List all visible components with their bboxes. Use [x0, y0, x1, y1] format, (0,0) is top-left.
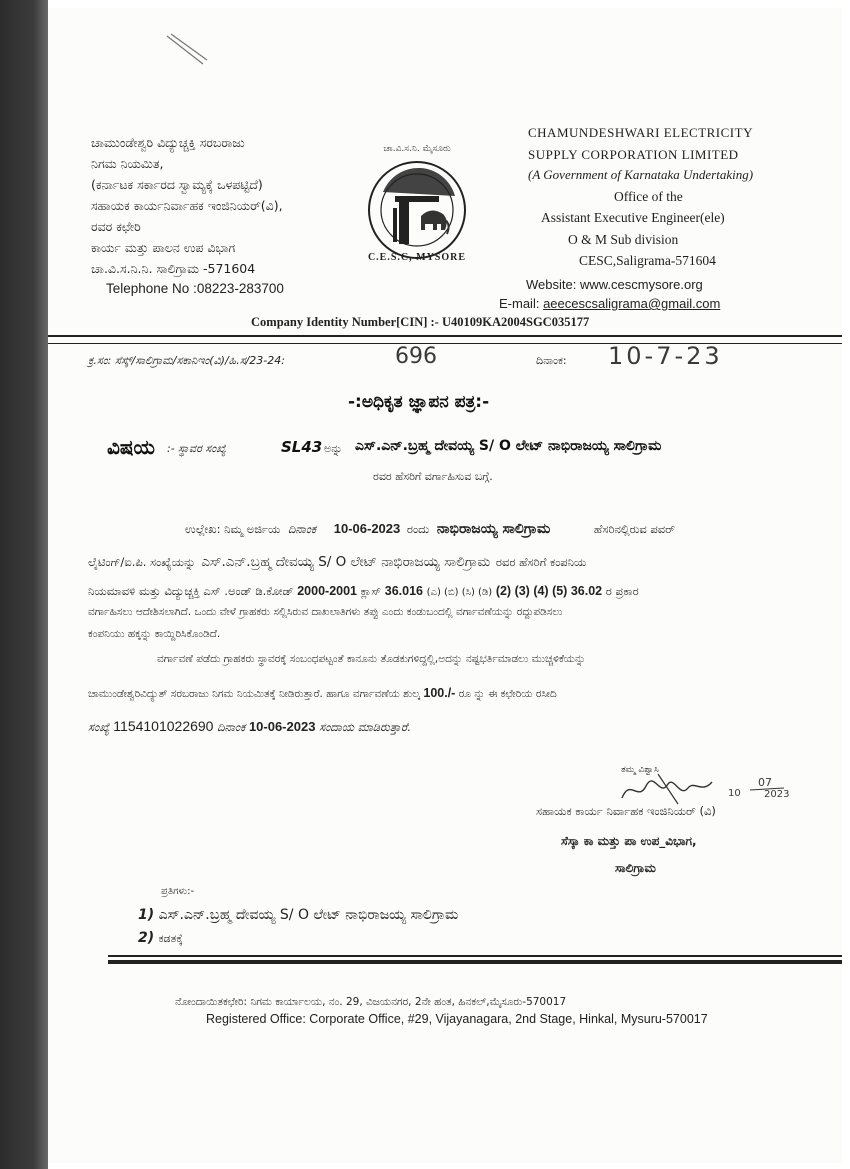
email-label: E-mail: [499, 296, 544, 311]
date-handwritten: 10-7-23 [608, 342, 723, 370]
p2-line1: ವರ್ಗಾವಣೆ ಪಡೆದು ಗ್ರಾಹಕರು ಸ್ಥಾವರಕ್ಕೆ ಸಂಬಂಧಪಟ್ಟಂತೆ ಕಾನೂನು ತೊಡಕುಗಳಿದ್ದಲ್ಲಿ,ಅದನ್ನು ನಷ್ಟಭರ್ತಿಮಾಡಲು ಮುಚ್ಚಳಿಕೆಯನ್ನು [157, 653, 586, 665]
office-title-en: Assistant Executive Engineer(ele) [541, 210, 725, 225]
header-rule-top [48, 335, 842, 337]
signature-date-month: 07 [758, 776, 772, 789]
signatory-office: ಸೆಸ್ಕಾ ಕಾ ಮತ್ತು ಪಾ ಉಪ_ವಿಭಾಗ, [561, 834, 697, 848]
p1-l3-tail: ರ ಪ್ರಕಾರ [605, 584, 639, 598]
org-type-en: SUPPLY CORPORATION LIMITED [528, 147, 739, 162]
ref-line [185, 521, 675, 537]
date-label: ದಿನಾಂಕ: [536, 354, 567, 367]
copy-num-1: 1) [138, 907, 155, 923]
yours-faithfully: ತಮ್ಮ ವಿಶ್ವಾಸಿ [621, 765, 659, 775]
website: Website: www.cescmysore.org [526, 277, 703, 292]
p1-line4: ವರ್ಗಾಹಿಸಲು ಆದೇಶಿಸಲಾಗಿದೆ. ಒಂದು ವೇಳೆ ಗ್ರಾಹಕರು ಸಲ್ಲಿಸಿರುವ ದಾಖಲಾತಿಗಳು ತಪ್ಪು ಎಂದು ಕಂಡುಬಂದಲ್ಲಿ ವರ್ಗಾವಣೆಯನ್ನು ರದ್ದುಪಡಿಸಲು [88, 606, 563, 618]
email-link[interactable]: aeecescsaligrama@gmail.com [543, 296, 721, 311]
copy-text-2: ಕಡತಕ್ಕೆ [158, 932, 183, 945]
cin-number: Company Identity Number[CIN] :- U40109KA2004SGC035177 [251, 315, 590, 329]
p2-line2 [88, 686, 557, 701]
p1-l2-name: ಎಸ್.ಎನ್.ಬ್ರಹ್ಮ ದೇವಯ್ಯ S/ O ಲೇಟ್ ನಾಭಿರಾಜಯ್ಯ ಸಾಲಿಗ್ರಾಮ [201, 554, 491, 570]
org-type-kn: ನಿಗಮ ನಿಯಮಿತ, [91, 156, 164, 171]
footer-rule-top [108, 955, 842, 957]
reference-number: ಕ್ರ.ಸಂ: ಸೆಸ್ಕ್/ಸಾಲಿಗ್ರಾಮ/ಸಕಾನಿಇಂ(ವಿ)/ಹಿ.ಸ/23-24: [88, 354, 285, 367]
signature-date-year: 2023 [764, 789, 790, 800]
clause-numbers: (2) (3) (4) (5) 36.02 [495, 584, 603, 598]
signature-mark [618, 768, 728, 808]
ref-date: 10-06-2023 [333, 521, 401, 536]
office-kn: ರವರ ಕಛೇರಿ [91, 219, 141, 234]
footer-address-kn: ನೋಂದಾಯಿತಕಛೇರಿ: ನಿಗಮ ಕಾರ್ಯಾಲಯ, ನಂ. 29, ವಿಜಯನಗರ, 2ನೇ ಹಂತ, ಹಿನಕಲ್,ಮೈಸೂರು-570017 [175, 996, 567, 1008]
p1-l3a: ನಿಯಮಾವಳಿ ಮತ್ತು ವಿದ್ಯುಚ್ಚಕ್ತಿ ಎಸ್ .ಅಂಡ್ ಡಿ.ಕೋಡ್ [88, 584, 294, 598]
p1-l2b: ರವರ ಹೆಸರಿಗೆ ಕಂಪನಿಯ [495, 555, 587, 569]
clause-number: 36.016 [384, 584, 423, 598]
ref-name: ನಾಭಿರಾಜಯ್ಯ ಸಾಲಿಗ್ರಾಮ [436, 521, 551, 537]
govt-undertaking-en: (A Government of Karnataka Undertaking) [528, 167, 754, 182]
telephone: Telephone No :08223-283700 [106, 281, 284, 296]
org-name-kn: ಚಾಮುಂಡೇಶ್ವರಿ ವಿದ್ಯುಚ್ಚಕ್ತಿ ಸರಬರಾಜು [91, 135, 245, 150]
cesc-logo [363, 144, 471, 264]
address-en: CESC,Saligrama-571604 [579, 253, 716, 268]
copy-num-2: 2) [138, 930, 155, 946]
p2-l3c: ಸಂದಾಯ ಮಾಡಿರುತ್ತಾರೆ. [319, 720, 412, 734]
signature-date-line [748, 786, 788, 792]
receipt-number: 1154101022690 [113, 718, 214, 734]
receipt-date: 10-06-2023 [248, 719, 316, 734]
subject-prefix: :- ಸ್ಥಾವರ ಸಂಖ್ಯೆ [167, 442, 227, 455]
receipt-date-label: ದಿನಾಂಕ [217, 720, 246, 734]
installation-number: SL43 [281, 438, 323, 456]
subdivision-en: O & M Sub division [568, 232, 679, 247]
ref-label: ಉಲ್ಲೇಖ: ನಿಮ್ಮ ಅರ್ಜಿಯ [185, 522, 281, 536]
memo-title: -:ಅಧಿಕೃತ ಜ್ಞಾಪನ ಪತ್ರ:- [348, 392, 490, 412]
copies-label: ಪ್ರತಿಗಳು:- [161, 886, 195, 897]
code-year: 2000-2001 [297, 584, 358, 598]
p1-line5: ಕಂಪನಿಯು ಹಕ್ಕನ್ನು ಕಾಯ್ದಿರಿಸಿಕೊಂಡಿದೆ. [88, 628, 221, 640]
p2-l2a: ಚಾಮುಂಡೇಶ್ವರಿವಿದ್ಯುತ್ ಸರಬರಾಜು ನಿಗಮ ನಿಯಮಿತಕ್ಕೆ ನೀಡಿರುತ್ತಾರೆ. ಹಾಗೂ ವರ್ಗಾವಣೆಯ ಶುಲ್ಕ [88, 688, 421, 700]
clause-sub: (ಎ) (ಬಿ) (ಸಿ) (ಡಿ) [426, 587, 493, 598]
govt-undertaking-kn: (ಕರ್ನಾಟಕ ಸರ್ಕಾರದ ಸ್ವಾಮ್ಯಕ್ಕೆ ಒಳಪಟ್ಟಿದೆ) [91, 177, 263, 192]
logo-text-kn: ಚಾ.ವಿ.ಸ.ನಿ. ಮೈಸೂರು [383, 144, 451, 154]
subject-label: ವಿಷಯ [107, 435, 155, 459]
address-kn: ಚಾ.ವಿ.ಸ.ನಿ.ನಿ. ಸಾಲಿಗ್ರಾಮ -571604 [91, 261, 256, 276]
signatory-place: ಸಾಲಿಗ್ರಾಮ [615, 861, 656, 875]
signature-date-day: 10 [728, 788, 741, 799]
header-rule-bottom [48, 343, 842, 344]
clause-label: ಕ್ಲಾಸ್ [360, 584, 382, 598]
office-of: Office of the [614, 189, 683, 204]
cesc-logo-emblem [363, 156, 471, 264]
p1-line3 [88, 584, 639, 599]
subject-line2: ರವರ ಹೆಸರಿಗೆ ವರ್ಗಾಹಿಸುವ ಬಗ್ಗೆ. [373, 470, 493, 483]
email-line [499, 296, 720, 311]
scanner-binding-edge [0, 0, 48, 1169]
signatory-designation: ಸಹಾಯಕ ಕಾರ್ಯ ನಿರ್ವಾಹಕ ಇಂಜಿನಿಯರ್ (ವಿ) [536, 804, 716, 818]
copy-item-2 [138, 930, 183, 946]
logo-text-en: C.E.S.C, MYSORE [367, 252, 467, 263]
footer-address-en: Registered Office: Corporate Office, #29, Vijayanagara, 2nd Stage, Hinkal, Mysuru-570017 [206, 1012, 708, 1026]
p1-line2 [88, 554, 586, 570]
subject-name: ಎಸ್.ಎನ್.ಬ್ರಹ್ಮ ದೇವಯ್ಯ S/ O ಲೇಟ್ ನಾಭಿರಾಜಯ್ಯ ಸಾಲಿಗ್ರಾಮ [355, 438, 662, 454]
p1-l2a: ಲೈಟಿಂಗ್/ಐ.ಪಿ. ಸಂಖ್ಯೆಯನ್ನು [88, 555, 196, 569]
office-title-kn: ಸಹಾಯಕ ಕಾರ್ಯನಿರ್ವಾಹಕ ಇಂಜಿನಿಯರ್(ವಿ), [91, 198, 283, 213]
subdivision-kn: ಕಾರ್ಯ ಮತ್ತು ಪಾಲನ ಉಪ ವಿಭಾಗ [91, 240, 236, 255]
ref-day: ರಂದು [406, 522, 430, 536]
subject-mid: ಅನ್ನು [324, 442, 343, 455]
footer-rule-bottom [108, 960, 842, 964]
letter-page [48, 8, 842, 1163]
copy-text-1: ಎಸ್.ಎನ್.ಬ್ರಹ್ಮ ದೇವಯ್ಯ S/ O ಲೇಟ್ ನಾಭಿರಾಜಯ್ಯ ಸಾಲಿಗ್ರಾಮ [158, 907, 459, 923]
ref-date-label: ದಿನಾಂಕ [287, 522, 317, 536]
p2-l2b: ರೂ ನ್ನು ಈ ಕಛೇರಿಯ ರಸೀದಿ [458, 688, 557, 700]
transfer-fee: 100./- [423, 686, 456, 700]
ref-tail: ಹೆಸರಿನಲ್ಲಿರುವ ಪವರ್ [593, 522, 675, 536]
copy-item-1 [138, 907, 458, 923]
receipt-label: ಸಂಖ್ಯೆ [88, 720, 110, 734]
reference-number-handwritten: 696 [395, 344, 437, 369]
pen-mark [163, 30, 213, 70]
org-name-en: CHAMUNDESHWARI ELECTRICITY [528, 125, 753, 140]
p2-line3 [88, 718, 411, 735]
